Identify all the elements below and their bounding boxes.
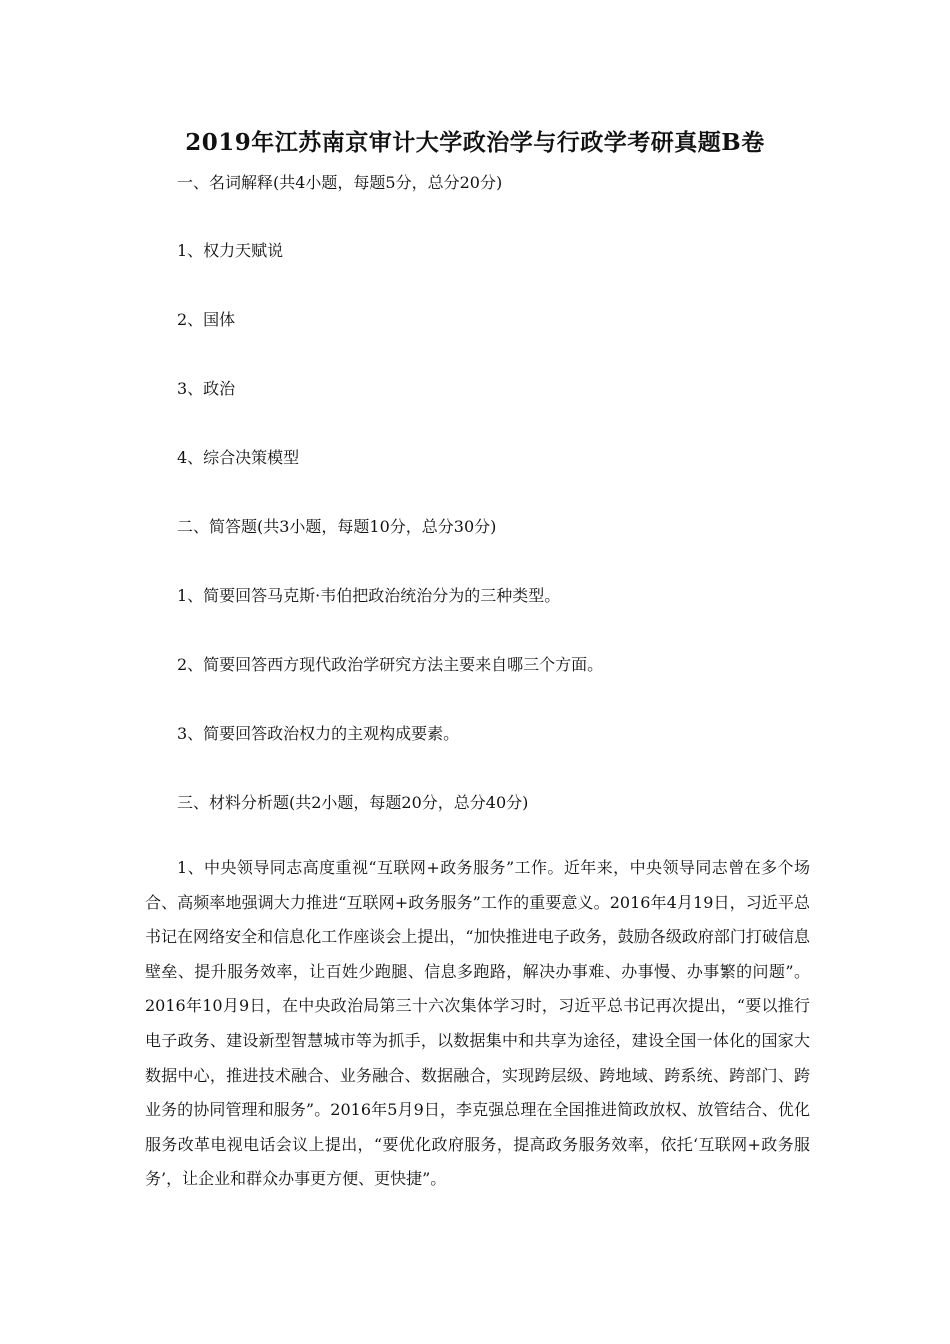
term-question-4: 4、综合决策模型 xyxy=(177,448,300,467)
short-answer-question-1: 1、简要回答马克斯·韦伯把政治统治分为的三种类型。 xyxy=(177,586,561,605)
page-title: 2019年江苏南京审计大学政治学与行政学考研真题B卷 xyxy=(185,129,765,156)
section-2-heading: 二、简答题(共3小题，每题10分，总分30分) xyxy=(177,517,497,536)
term-question-1: 1、权力天赋说 xyxy=(177,241,284,260)
short-answer-question-3: 3、简要回答政治权力的主观构成要素。 xyxy=(177,724,460,743)
short-answer-question-2: 2、简要回答西方现代政治学研究方法主要来自哪三个方面。 xyxy=(177,655,604,674)
section-1-heading: 一、名词解释(共4小题，每题5分，总分20分) xyxy=(177,173,503,192)
term-question-3: 3、政治 xyxy=(177,379,236,398)
material-analysis-paragraph: 1、中央领导同志高度重视“互联网+政务服务”工作。近年来，中央领导同志曾在多个场合、高频率地强调大力推进“互联网+政务服务”工作的重要意义。2016年4月19日，习近平总书记在网络安全和信息化工作座谈会上提出，“加快推进电子政务，鼓励各级政府部门打破信息壁垒、提升服务效率，让百姓少跑腿、信息多跑路，解决办事难、办事慢、办事繁的问题”。2016年10月9日，在中央政治局第三十六次集体学习时，习近平总书记再次提出，“要以推行电子政务、建设新型智慧城市等为抓手，以数据集中和共享为途径，建设全国一体化的国家大数据中心，推进技术融合、业务融合、数据融合，实现跨层级、跨地域、跨系统、跨部门、跨业务的协同管理和服务”。2016年5月9日，李克强总理在全国推进简政放权、放管结合、优化服务改革电视电话会议上提出，“要优化政府服务，提高政务服务效率，依托‘互联网+政务服务’，让企业和群众办事更方便、更快捷”。 xyxy=(145,858,810,1189)
section-3-heading: 三、材料分析题(共2小题，每题20分，总分40分) xyxy=(177,793,529,812)
term-question-2: 2、国体 xyxy=(177,310,236,329)
